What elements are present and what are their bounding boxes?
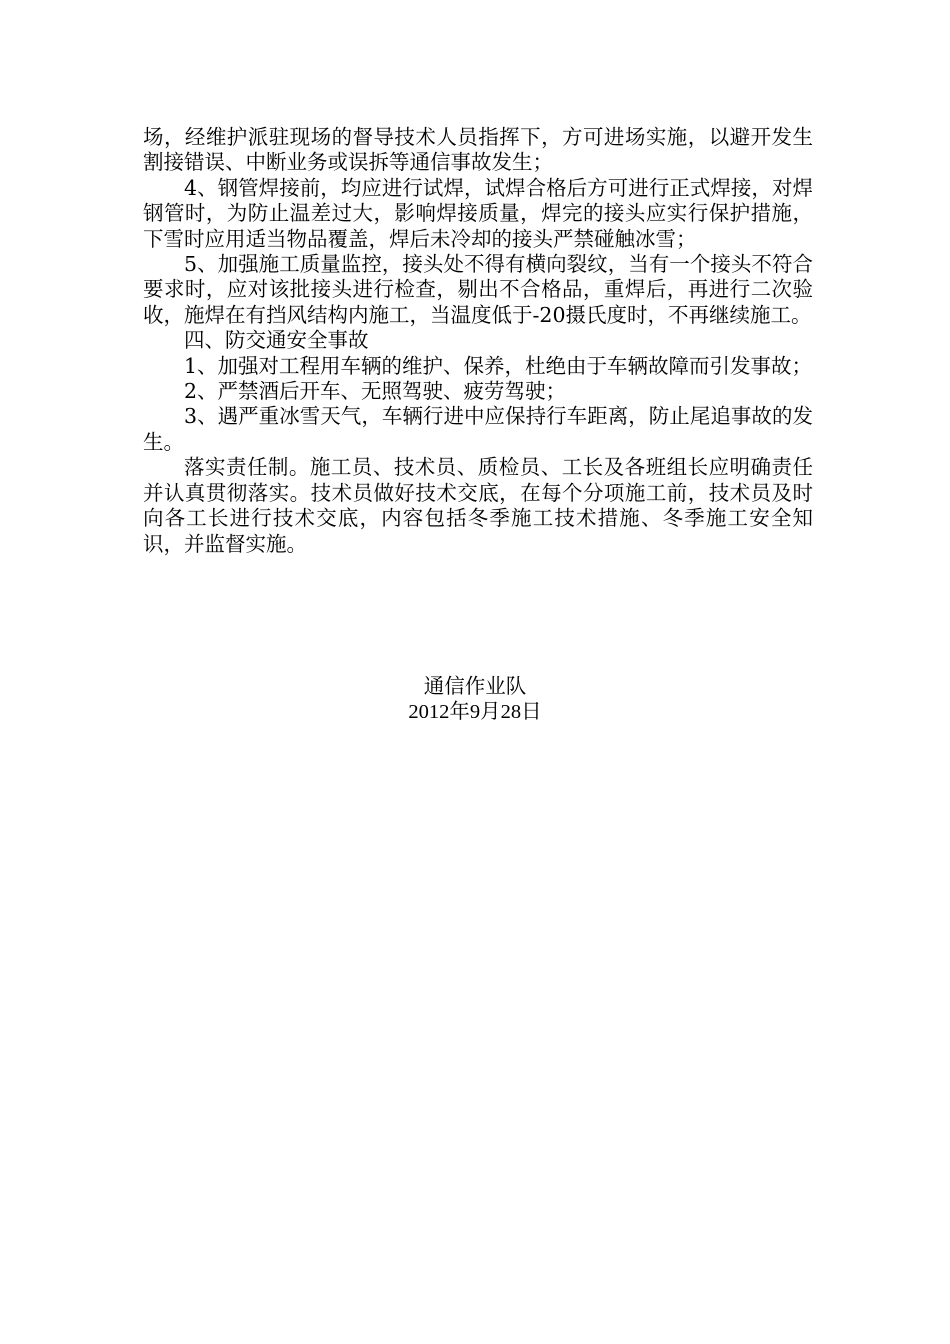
- paragraph-responsibility: 落实责任制。施工员、技术员、质检员、工长及各班组长应明确责任并认真贯彻落实。技术员做好技术交底，在每个分项施工前，技术员及时向各工长进行技术交底，内容包括冬季施工技术措施、冬季施工安全知识，并监督实施。: [143, 455, 813, 556]
- signature-organization: 通信作业队: [423, 676, 527, 698]
- section-heading: 四、防交通安全事故: [184, 328, 369, 353]
- paragraph-item-3: 3、遇严重冰雪天气，车辆行进中应保持行车距离，防止尾追事故的发生。: [143, 404, 813, 454]
- paragraph-item-1: 1、加强对工程用车辆的维护、保养，杜绝由于车辆故障而引发事故；: [184, 353, 813, 378]
- document-body: [143, 125, 813, 557]
- signature-date: 2012年9月28日: [408, 701, 542, 723]
- paragraph-item-5: 5、加强施工质量监控，接头处不得有横向裂纹，当有一个接头不符合要求时，应对该批接头进行检查，剔出不合格品，重焊后，再进行二次验收，施焊在有挡风结构内施工，当温度低于-20摄氏度时，不再继续施工。: [143, 252, 813, 327]
- paragraph-continuation: 场，经维护派驻现场的督导技术人员指挥下，方可进场实施，以避开发生割接错误、中断业务或误拆等通信事故发生；: [143, 125, 813, 175]
- paragraph-item-2: 2、严禁酒后开车、无照驾驶、疲劳驾驶；: [184, 379, 567, 404]
- paragraph-item-4: 4、钢管焊接前，均应进行试焊，试焊合格后方可进行正式焊接，对焊钢管时，为防止温差过大，影响焊接质量，焊完的接头应实行保护措施，下雪时应用适当物品覆盖，焊后未冷却的接头严禁碰触冰雪；: [143, 175, 813, 251]
